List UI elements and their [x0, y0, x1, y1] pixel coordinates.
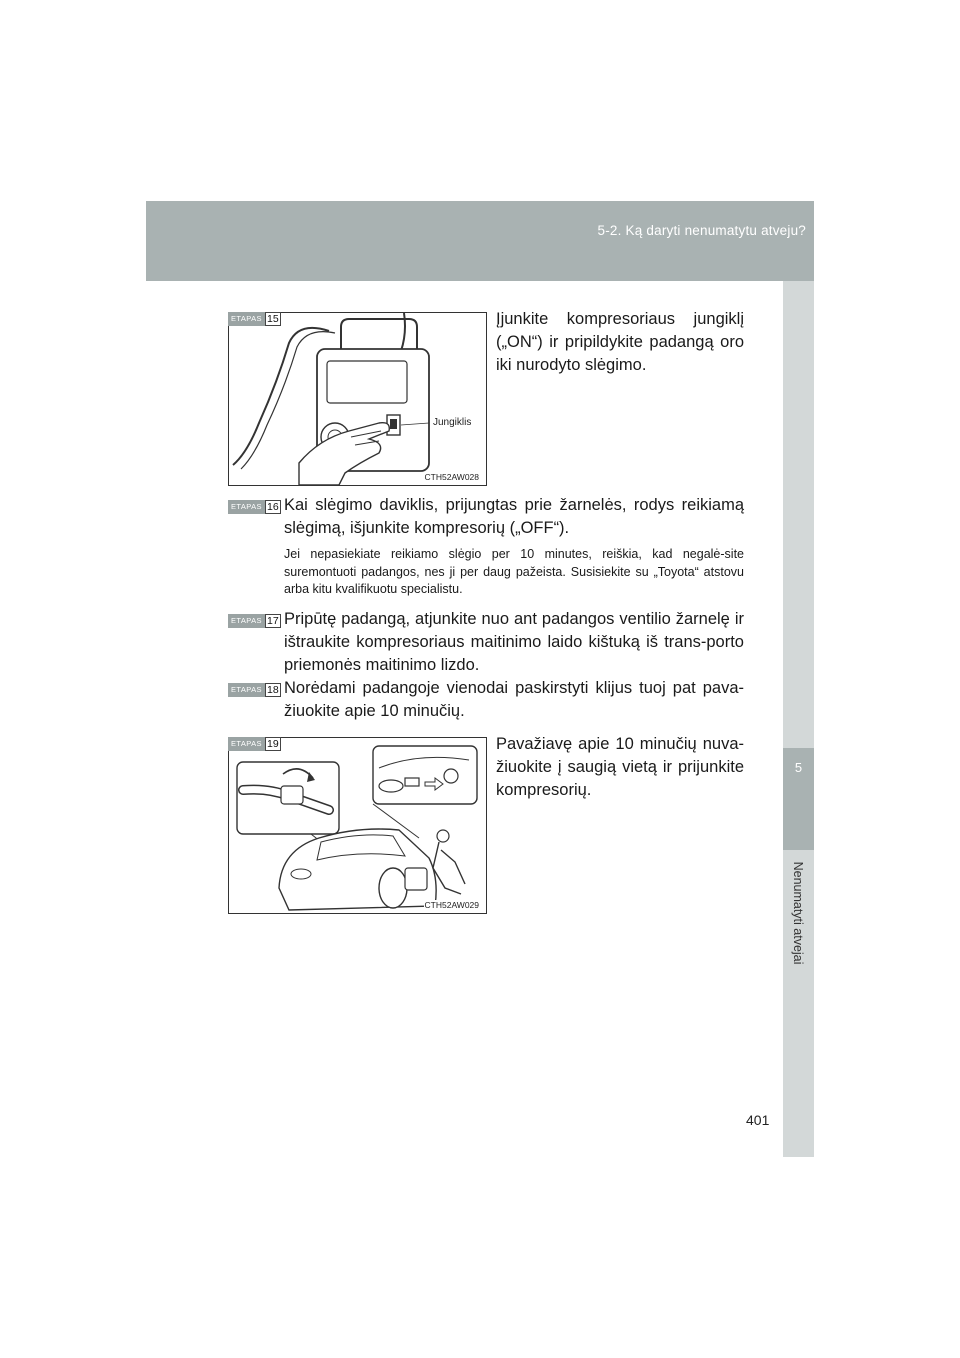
step-number: 15	[265, 312, 281, 326]
step-word: ETAPAS	[228, 500, 265, 514]
step-19-text: Pavažiavę apie 10 minučių nuva-žiuokite į saugią vietą ir prijunkite kompresorių.	[496, 735, 744, 799]
step-badge-19	[228, 737, 281, 751]
figure-code: CTH52AW029	[424, 900, 479, 910]
figure-code: CTH52AW028	[424, 472, 479, 482]
switch-callout: Jungiklis	[433, 417, 472, 428]
car-compressor-illustration	[228, 737, 487, 914]
step-number: 19	[265, 737, 281, 751]
step-number: 17	[265, 614, 281, 628]
car-drawing	[229, 738, 486, 913]
step-word: ETAPAS	[228, 683, 265, 697]
step-badge-17	[228, 614, 281, 628]
section-title: 5-2. Ką daryti nenumatytu atveju?	[597, 223, 806, 238]
compressor-drawing	[229, 313, 486, 485]
step-badge-18	[228, 683, 281, 697]
chapter-strip	[783, 281, 814, 1157]
chapter-tab[interactable]	[783, 748, 814, 850]
step-word: ETAPAS	[228, 312, 265, 326]
step-badge-16	[228, 500, 281, 514]
compressor-switch-illustration	[228, 312, 487, 486]
step-17-text: Pripūtę padangą, atjunkite nuo ant padangos ventilio žarnelę ir ištraukite kompresoriaus maitinimo laido kištuką iš trans-porto priemonės maitinimo lizdo.	[284, 610, 744, 674]
step-15-text: Įjunkite kompresoriaus jungiklį („ON“) ir pripildykite padangą oro iki nurodyto slėgimo.	[496, 310, 744, 374]
page-number: 401	[746, 1112, 770, 1128]
step-number: 16	[265, 500, 281, 514]
step-16-text: Kai slėgimo daviklis, prijungtas prie žarnelės, rodys reikiamą slėgimą, išjunkite kompresorių („OFF“).	[284, 496, 744, 537]
chapter-number: 5	[794, 760, 803, 775]
step-word: ETAPAS	[228, 737, 265, 751]
step-badge-15	[228, 312, 281, 326]
step-16-note: Jei nepasiekiate reikiamo slėgio per 10 minutes, reiškia, kad negalė-site suremontuoti padangos, nes ji per daug pažeista. Susisiekite su „Toyota“ atstovu arba kitu kvalifikuotu specialistu.	[284, 547, 744, 596]
step-number: 18	[265, 683, 281, 697]
step-18-text: Norėdami padangoje vienodai paskirstyti klijus tuoj pat pava-žiuokite apie 10 minučių.	[284, 679, 744, 720]
header-band	[146, 201, 814, 281]
chapter-label: Nenumatyti atvejai	[791, 861, 805, 965]
step-word: ETAPAS	[228, 614, 265, 628]
